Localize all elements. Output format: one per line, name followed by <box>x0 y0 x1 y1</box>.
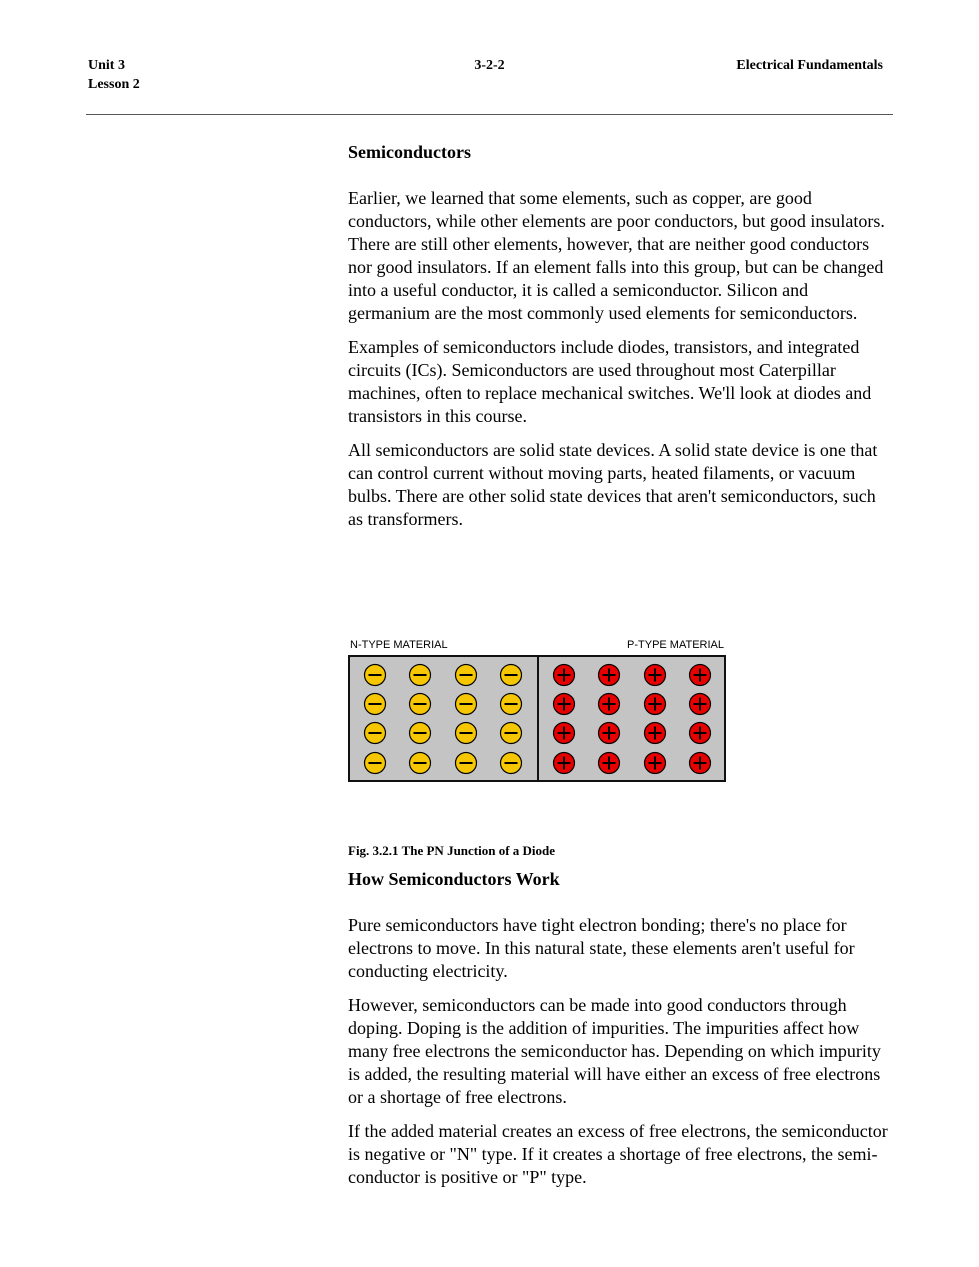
positive-charge-icon <box>690 753 711 774</box>
positive-charge-icon <box>599 665 620 686</box>
n-type-label: N-TYPE MATERIAL <box>350 639 448 651</box>
paragraph: Earlier, we learned that some elements, such as copper, are good conductors, while other elements are poor conductors, but good insulators. There are still other elements, however, that are neither good conductors nor good insulators. If an element falls into this group, but can be changed into a useful conductor, it is called a semiconductor. Silicon and germanium are the most commonly used elements for semiconductors. <box>348 188 885 323</box>
negative-charge-icon <box>456 665 477 686</box>
section-title: Semiconductors <box>348 142 471 162</box>
paragraph: If the added material creates an excess of free electrons, the semiconductor is negative or "N" type. If it creates a shortage of free electrons, the semi-conductor is positive or "P" type. <box>348 1121 888 1187</box>
section-semiconductors <box>348 141 894 531</box>
positive-charge-icon <box>599 753 620 774</box>
positive-charge-icon <box>690 694 711 715</box>
section-title: How Semiconductors Work <box>348 869 560 889</box>
positive-charge-icon <box>645 665 666 686</box>
paragraph: However, semiconductors can be made into good conductors through doping. Doping is the addition of impurities. The impurities affect how many free electrons the semiconductor has. Depending on which impurity is added, the resulting material will have either an excess of free electrons or a shortage of free electrons. <box>348 995 881 1107</box>
header-lesson-text: Lesson 2 <box>88 77 140 92</box>
header-course-title: Electrical Fundamentals <box>736 58 883 73</box>
figure-caption: Fig. 3.2.1 The PN Junction of a Diode <box>348 843 556 858</box>
negative-charge-icon <box>456 694 477 715</box>
p-type-label: P-TYPE MATERIAL <box>627 639 724 651</box>
positive-charge-icon <box>599 694 620 715</box>
positive-charge-icon <box>599 723 620 744</box>
positive-charge-icon <box>554 723 575 744</box>
positive-charge-icon <box>690 723 711 744</box>
negative-charge-icon <box>365 723 386 744</box>
negative-charge-icon <box>410 723 431 744</box>
paragraph: Pure semiconductors have tight electron bonding; there's no place for electrons to move. In this natural state, these elements aren't useful for conducting electricity. <box>348 915 855 981</box>
negative-charge-icon <box>365 694 386 715</box>
negative-charge-icon <box>501 723 522 744</box>
pn-junction-figure <box>348 636 728 784</box>
positive-charge-icon <box>645 753 666 774</box>
positive-charge-icon <box>645 723 666 744</box>
paragraph: Examples of semiconductors include diodes, transistors, and integrated circuits (ICs). Semiconductors are used throughout most Caterpillar machines, often to replace mechanical switches. We'll look at diodes and transistors in this course. <box>348 337 872 426</box>
negative-charge-icon <box>410 665 431 686</box>
positive-charge-icon <box>645 694 666 715</box>
negative-charge-icon <box>501 753 522 774</box>
section-how-semiconductors-work <box>348 868 894 1189</box>
header-page-number: 3-2-2 <box>474 58 505 73</box>
positive-charge-icon <box>554 694 575 715</box>
negative-charge-icon <box>501 694 522 715</box>
header-unit-text: Unit 3 <box>88 58 125 73</box>
negative-charge-icon <box>456 753 477 774</box>
negative-charge-icon <box>410 694 431 715</box>
paragraph: All semiconductors are solid state devices. A solid state device is one that can control current without moving parts, heated filaments, or vacuum bulbs. There are other solid state devices that aren't semiconductors, such as transformers. <box>348 440 878 529</box>
pn-junction-diagram <box>348 636 728 784</box>
positive-charge-icon <box>554 665 575 686</box>
negative-charge-icon <box>410 753 431 774</box>
positive-charge-icon <box>690 665 711 686</box>
positive-charge-icon <box>554 753 575 774</box>
negative-charge-icon <box>501 665 522 686</box>
negative-charge-icon <box>365 665 386 686</box>
header-divider <box>86 114 893 115</box>
negative-charge-icon <box>456 723 477 744</box>
negative-charge-icon <box>365 753 386 774</box>
